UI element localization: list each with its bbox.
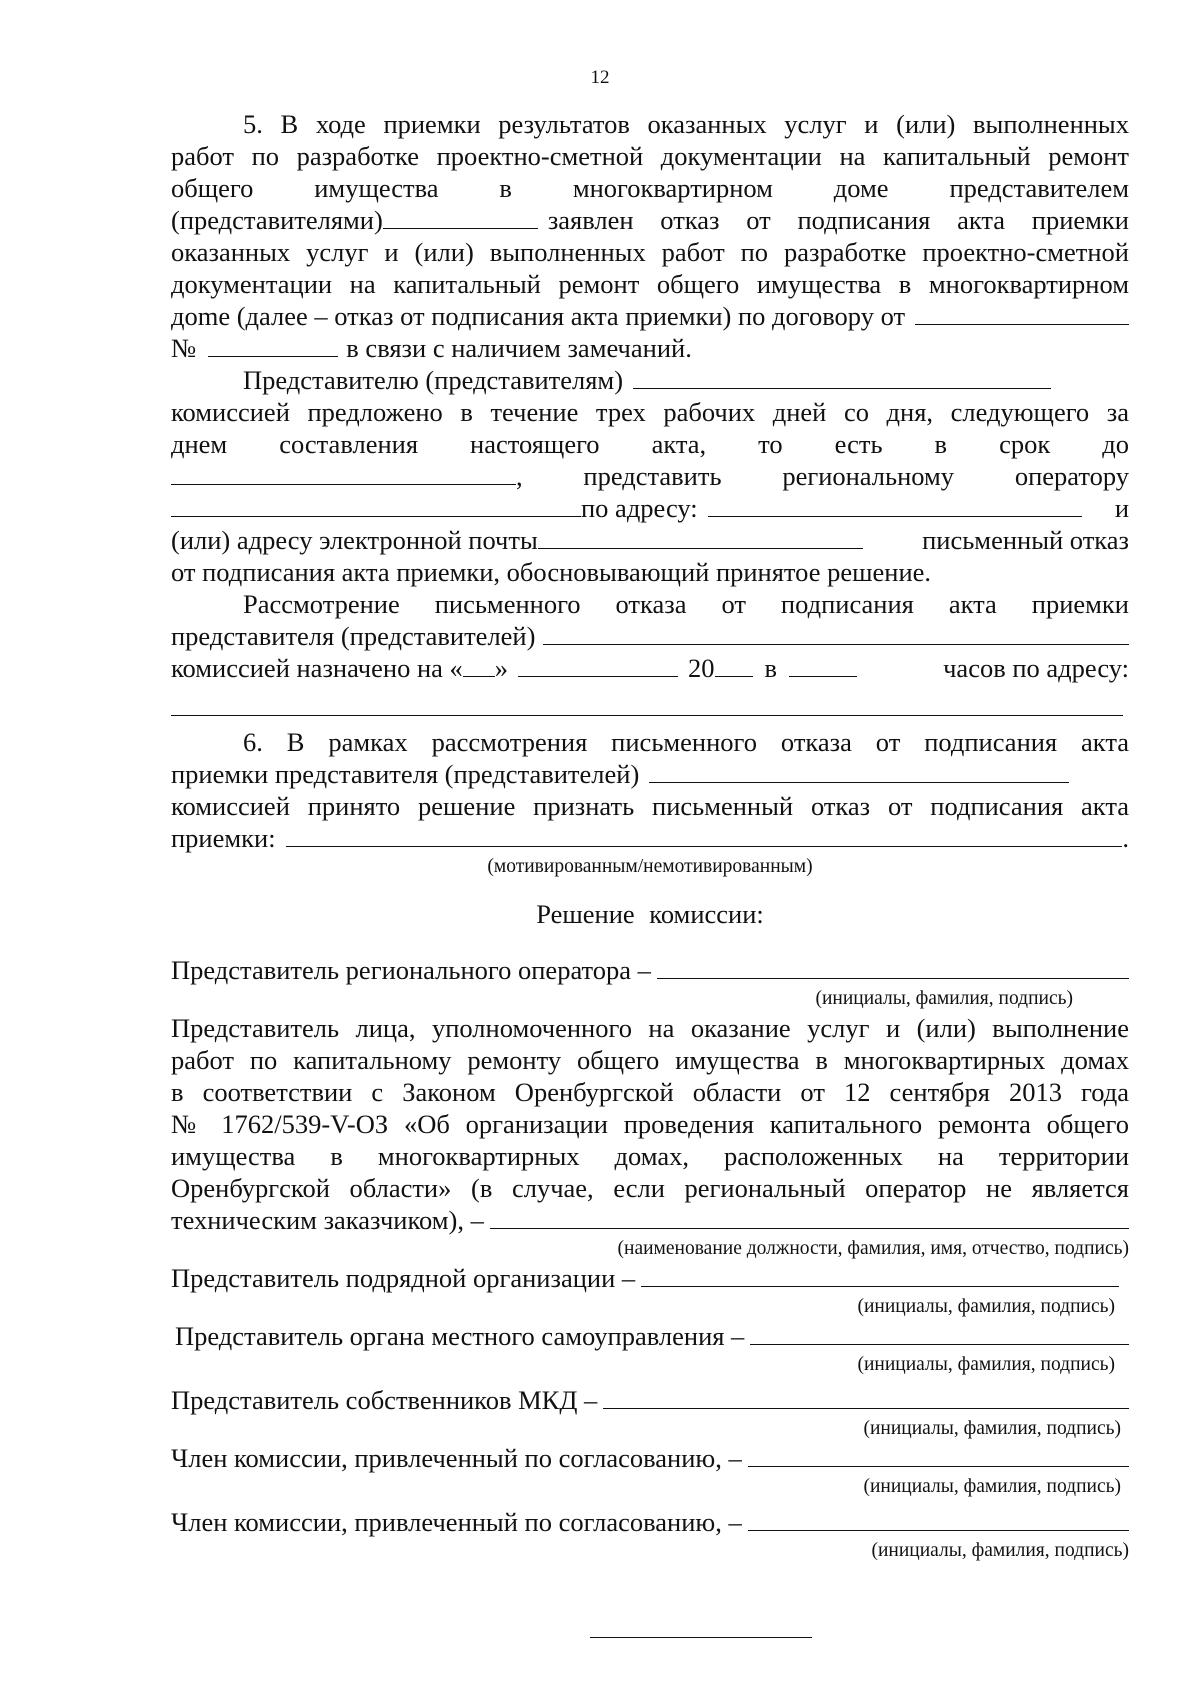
caption-local-government: (инициалы, фамилия, подпись) bbox=[857, 1354, 1115, 1375]
regional-operator-label: Представитель регионального оператора – bbox=[171, 955, 651, 985]
member-2-label: Член комиссии, привлеченный по согласованию, – bbox=[171, 1507, 742, 1537]
s5-line-10: комиссией предложено в течение трех рабочих дней со дня, следующего за bbox=[171, 397, 1129, 427]
local-government-label: Представитель органа местного самоуправления – bbox=[175, 1321, 745, 1351]
auth-line-1: Представитель лица, уполномоченного на оказание услуг и (или) выполнение bbox=[171, 1013, 1129, 1043]
local-government-blank[interactable] bbox=[750, 1320, 1129, 1345]
member-2-blank[interactable] bbox=[748, 1506, 1129, 1531]
caption-member-1: (инициалы, фамилия, подпись) bbox=[863, 1476, 1121, 1497]
caption-member-2: (инициалы, фамилия, подпись) bbox=[871, 1540, 1129, 1561]
auth-line-5: имущества в многоквартирных домах, расположенных на территории bbox=[171, 1141, 1129, 1171]
s5-line-18 bbox=[171, 652, 1129, 684]
written-refusal-text: письменный отказ bbox=[922, 525, 1129, 555]
address-label: по адресу: bbox=[581, 493, 698, 523]
s6-line-3: комиссией принято решение признать письменный отказ от подписания акта bbox=[171, 791, 1129, 821]
s5-line-6: документации на капитальный ремонт общего имущества в многоквартирном bbox=[171, 269, 1129, 299]
year-blank[interactable] bbox=[715, 652, 753, 677]
decision-heading: Решение комиссии: bbox=[536, 899, 764, 929]
s5-line-12 bbox=[171, 460, 1129, 492]
s6-caption: (мотивированным/немотивированным) bbox=[487, 856, 813, 877]
year-prefix: 20 bbox=[688, 653, 715, 683]
s6-reps-label: приемки представителя (представителей) bbox=[171, 759, 640, 789]
sig-member-1 bbox=[171, 1442, 1129, 1474]
contract-text: дome (далее – отказ от подписания акта приемки) по договору от bbox=[171, 301, 906, 331]
caption-contractor: (инициалы, фамилия, подпись) bbox=[857, 1296, 1115, 1317]
tech-customer-blank[interactable] bbox=[490, 1204, 1129, 1229]
sig-contractor bbox=[171, 1262, 1129, 1294]
deadline-blank[interactable] bbox=[171, 460, 516, 485]
owners-blank[interactable] bbox=[603, 1384, 1129, 1409]
s5-line-16: Рассмотрение письменного отказа от подписания акта приемки bbox=[243, 589, 1129, 619]
owners-label: Представитель собственников МКД – bbox=[171, 1385, 598, 1415]
quote-close: » bbox=[494, 653, 509, 683]
scheduled-label: комиссией назначено на « bbox=[171, 653, 463, 683]
and-text: и bbox=[1114, 493, 1129, 523]
sig-owners bbox=[171, 1384, 1129, 1416]
document-body bbox=[171, 108, 1129, 1564]
representative-blank[interactable] bbox=[383, 204, 538, 229]
remarks-text: в связи с наличием замечаний. bbox=[346, 333, 692, 363]
meeting-address-blank[interactable] bbox=[171, 715, 1123, 716]
caption-regional-operator: (инициалы, фамилия, подпись) bbox=[815, 988, 1073, 1009]
s5-line-8 bbox=[171, 332, 1129, 364]
auth-line-4: № 1762/539-V-ОЗ «Об организации проведения капитального ремонта общего bbox=[171, 1109, 1129, 1139]
member-1-label: Член комиссии, привлеченный по согласованию, – bbox=[171, 1443, 742, 1473]
s5-line-13 bbox=[171, 492, 1129, 524]
sig-member-2 bbox=[171, 1506, 1129, 1538]
day-blank[interactable] bbox=[463, 652, 495, 677]
tech-customer-label: техническим заказчиком), – bbox=[171, 1205, 484, 1235]
s6-line-4 bbox=[171, 822, 1129, 854]
s5-line-2: работ по разработке проектно-сметной документации на капитальный ремонт bbox=[171, 141, 1129, 171]
contractor-label: Представитель подрядной организации – bbox=[171, 1263, 636, 1293]
s5-line-14 bbox=[171, 524, 1129, 556]
s5-line-5: оказанных услуг и (или) выполненных работ по разработке проектно-сметной bbox=[171, 237, 1129, 267]
email-label: (или) адресу электронной почты bbox=[171, 525, 538, 555]
in-text: в bbox=[764, 653, 778, 683]
member-1-blank[interactable] bbox=[748, 1442, 1129, 1467]
number-sign: № bbox=[171, 333, 197, 363]
s5-line-4 bbox=[171, 204, 1129, 236]
s5-line-3: общего имущества в многоквартирном доме представителем bbox=[171, 173, 1129, 203]
hours-blank[interactable] bbox=[789, 652, 857, 677]
month-blank[interactable] bbox=[518, 652, 678, 677]
caption-authorized: (наименование должности, фамилия, имя, отчество, подпись) bbox=[617, 1238, 1129, 1259]
auth-line-6: Оренбургской области» (в случае, если региональный оператор не является bbox=[171, 1173, 1129, 1203]
s5-line-17 bbox=[171, 620, 1129, 652]
regional-operator-blank[interactable] bbox=[657, 954, 1129, 979]
s5-line-1: 5. В ходе приемки результатов оказанных услуг и (или) выполненных bbox=[243, 109, 1129, 139]
decision-blank[interactable] bbox=[286, 822, 1123, 847]
auth-line-2: работ по капитальному ремонту общего имущества в многоквартирных домах bbox=[171, 1045, 1129, 1075]
address-blank[interactable] bbox=[708, 492, 1082, 517]
to-representative-blank[interactable] bbox=[633, 364, 1051, 389]
caption-owners: (инициалы, фамилия, подпись) bbox=[863, 1418, 1121, 1439]
to-representative-label: Представителю (представителям) bbox=[243, 365, 624, 395]
s5-line-15: от подписания акта приемки, обосновывающий принятое решение. bbox=[171, 557, 932, 587]
footer-rule bbox=[590, 1637, 812, 1638]
reps-label: представителя (представителей) bbox=[171, 621, 536, 651]
s5-line-7 bbox=[171, 300, 1129, 332]
submit-text: , представить региональному оператору bbox=[516, 461, 1129, 491]
s6-line-2 bbox=[171, 758, 1129, 790]
period: . bbox=[1122, 823, 1129, 853]
refusal-text: заявлен отказ от подписания акта приемки bbox=[547, 205, 1129, 235]
sig-local-government bbox=[171, 1320, 1129, 1352]
s5-line-19 bbox=[171, 684, 1129, 716]
email-blank[interactable] bbox=[538, 524, 863, 549]
reps-blank[interactable] bbox=[543, 620, 1129, 645]
acceptance-label: приемки: bbox=[171, 823, 276, 853]
page-number: 12 bbox=[590, 67, 610, 88]
contractor-blank[interactable] bbox=[641, 1262, 1119, 1287]
auth-line-7 bbox=[171, 1204, 1129, 1236]
hours-address-label: часов по адресу: bbox=[943, 653, 1129, 683]
s6-line-1: 6. В рамках рассмотрения письменного отказа от подписания акта bbox=[243, 727, 1129, 757]
representatives-label: (представителями) bbox=[171, 205, 383, 235]
s5-line-11: днем составления настоящего акта, то есть в срок до bbox=[171, 429, 1129, 459]
s6-reps-blank[interactable] bbox=[649, 758, 1069, 783]
s5-line-9 bbox=[171, 364, 1129, 396]
operator-blank[interactable] bbox=[171, 492, 581, 517]
contract-number-blank[interactable] bbox=[208, 332, 338, 357]
auth-line-3: в соответствии с Законом Оренбургской области от 12 сентября 2013 года bbox=[171, 1077, 1129, 1107]
sig-regional-operator bbox=[171, 954, 1129, 986]
contract-date-blank[interactable] bbox=[915, 300, 1129, 325]
